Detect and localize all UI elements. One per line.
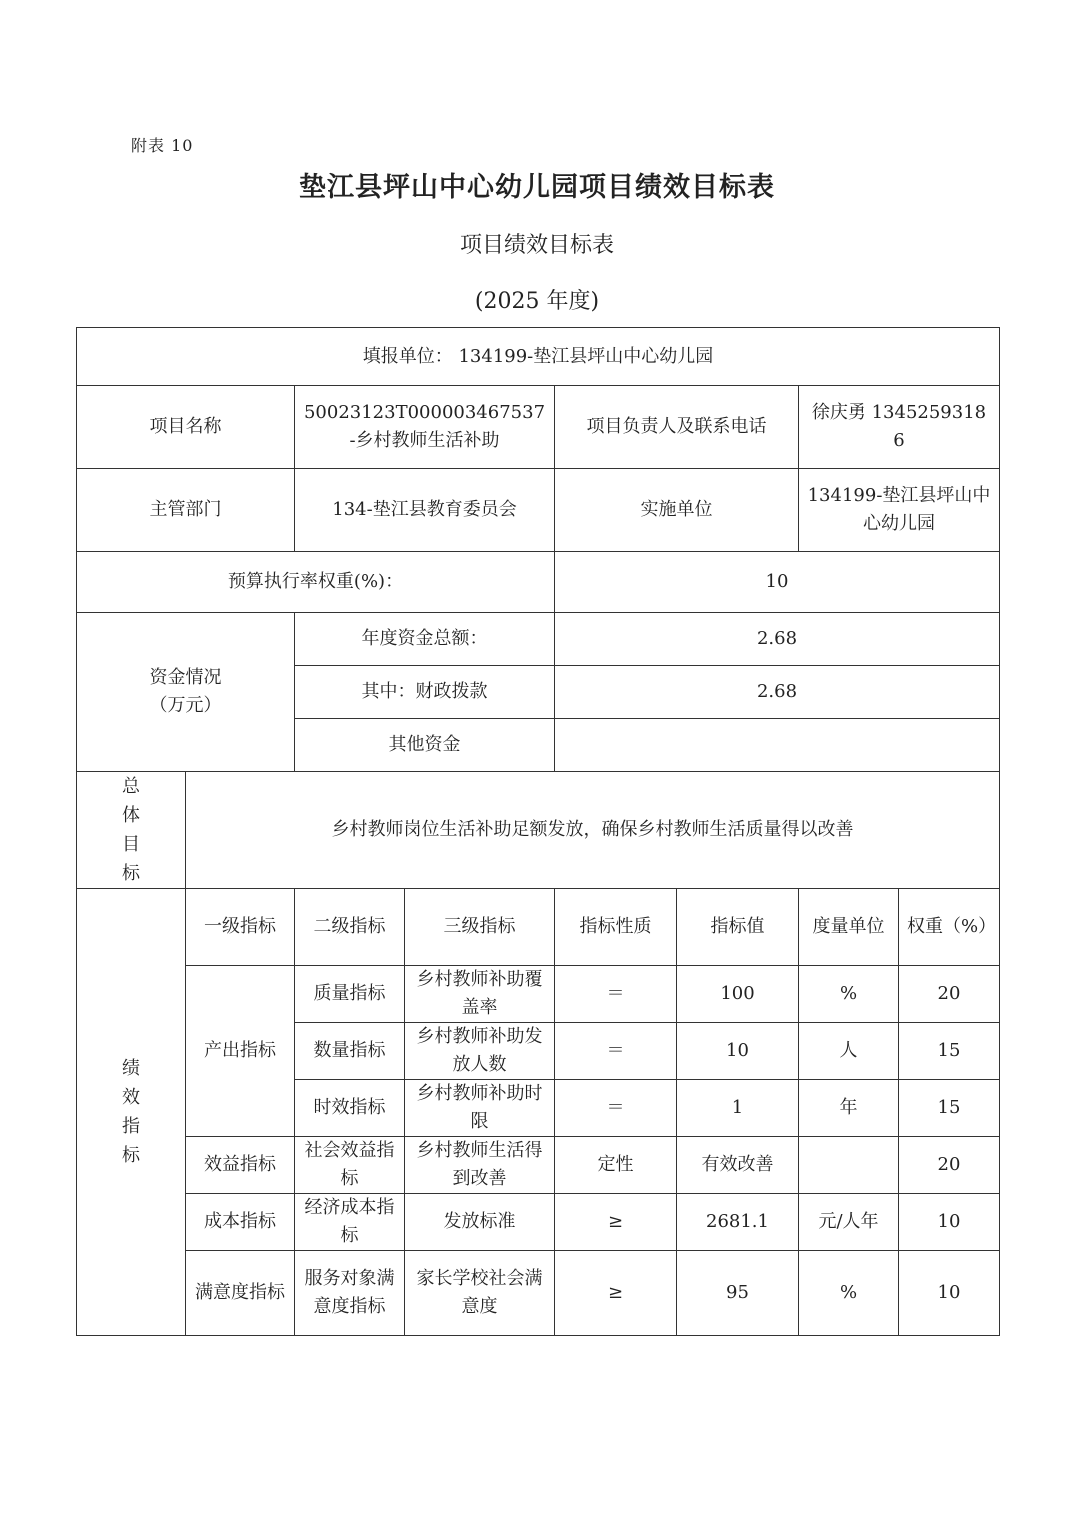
department-label: 主管部门 [77, 469, 295, 552]
level2-cell: 经济成本指标 [295, 1194, 405, 1251]
funds-total-label: 年度资金总额： [295, 613, 555, 666]
project-owner-value: 徐庆勇 13452593186 [799, 386, 1000, 469]
document-title: 垫江县坪山中心幼儿园项目绩效目标表 [299, 172, 775, 203]
funds-other-value [555, 719, 1000, 772]
output-indicator-label: 产出指标 [186, 966, 295, 1137]
table-row [77, 1137, 1000, 1194]
funds-fiscal-value: 2.68 [555, 666, 1000, 719]
department-row [77, 469, 1000, 552]
value-cell: 有效改善 [677, 1137, 799, 1194]
nature-cell: ＝ [555, 1023, 677, 1080]
header-value: 指标值 [677, 889, 799, 966]
budget-rate-label: 预算执行率权重(%)： [77, 552, 555, 613]
appendix-label: 附表 10 [131, 136, 194, 155]
table-row [77, 1194, 1000, 1251]
header-level1: 一级指标 [186, 889, 295, 966]
funds-fiscal-label: 其中：财政拨款 [295, 666, 555, 719]
nature-cell: 定性 [555, 1137, 677, 1194]
funds-label-line1: 资金情况 [149, 667, 222, 688]
value-cell: 100 [677, 966, 799, 1023]
document-subtitle: 项目绩效目标表 [459, 233, 614, 258]
weight-cell: 20 [899, 1137, 1000, 1194]
overall-goal-text: 乡村教师岗位生活补助足额发放，确保乡村教师生活质量得以改善 [186, 772, 1000, 889]
reporting-unit-row [77, 328, 1000, 386]
level2-cell: 社会效益指标 [295, 1137, 405, 1194]
level3-cell: 乡村教师补助时限 [405, 1080, 555, 1137]
level3-cell: 发放标准 [405, 1194, 555, 1251]
level1-cell: 效益指标 [186, 1137, 295, 1194]
header-level3: 三级指标 [405, 889, 555, 966]
project-name-row [77, 386, 1000, 469]
unit-cell: % [799, 1251, 899, 1336]
header-level2: 二级指标 [295, 889, 405, 966]
overall-goal-row [77, 772, 1000, 889]
level3-cell: 乡村教师补助发放人数 [405, 1023, 555, 1080]
value-cell: 1 [677, 1080, 799, 1137]
indicators-label-char: 指 [122, 1116, 140, 1137]
project-name-label: 项目名称 [77, 386, 295, 469]
implementing-unit-label: 实施单位 [555, 469, 799, 552]
value-cell: 2681.1 [677, 1194, 799, 1251]
nature-cell: ＝ [555, 1080, 677, 1137]
indicators-label-char: 标 [122, 1145, 140, 1166]
weight-cell: 15 [899, 1023, 1000, 1080]
performance-table [76, 327, 1000, 1336]
level1-cell: 满意度指标 [186, 1251, 295, 1336]
level2-cell: 数量指标 [295, 1023, 405, 1080]
budget-rate-value: 10 [555, 552, 1000, 613]
unit-cell: % [799, 966, 899, 1023]
table-row [77, 1251, 1000, 1336]
department-value: 134-垫江县教育委员会 [295, 469, 555, 552]
performance-indicators-label [77, 889, 186, 1336]
goal-label-char: 目 [122, 834, 140, 855]
indicators-label-char: 效 [122, 1087, 140, 1108]
level2-cell: 服务对象满意度指标 [295, 1251, 405, 1336]
header-nature: 指标性质 [555, 889, 677, 966]
funds-other-label: 其他资金 [295, 719, 555, 772]
reporting-unit: 填报单位： 134199-垫江县坪山中心幼儿园 [77, 328, 1000, 386]
weight-cell: 10 [899, 1251, 1000, 1336]
unit-cell: 元/人年 [799, 1194, 899, 1251]
weight-cell: 15 [899, 1080, 1000, 1137]
project-owner-label: 项目负责人及联系电话 [555, 386, 799, 469]
nature-cell: ≥ [555, 1194, 677, 1251]
indicators-label-char: 绩 [122, 1058, 140, 1079]
unit-cell: 人 [799, 1023, 899, 1080]
goal-label-char: 总 [122, 776, 140, 797]
weight-cell: 20 [899, 966, 1000, 1023]
level2-cell: 时效指标 [295, 1080, 405, 1137]
level2-cell: 质量指标 [295, 966, 405, 1023]
header-unit: 度量单位 [799, 889, 899, 966]
value-cell: 95 [677, 1251, 799, 1336]
project-name-value: 50023123T000003467537-乡村教师生活补助 [295, 386, 555, 469]
nature-cell: ≥ [555, 1251, 677, 1336]
funds-total-value: 2.68 [555, 613, 1000, 666]
weight-cell: 10 [899, 1194, 1000, 1251]
indicator-header-row [77, 889, 1000, 966]
funds-label-line2: （万元） [149, 695, 222, 716]
implementing-unit-value: 134199-垫江县坪山中心幼儿园 [799, 469, 1000, 552]
level3-cell: 乡村教师生活得到改善 [405, 1137, 555, 1194]
header-weight: 权重（%） [899, 889, 1000, 966]
level1-cell: 成本指标 [186, 1194, 295, 1251]
nature-cell: ＝ [555, 966, 677, 1023]
funds-total-row [77, 613, 1000, 666]
table-row [77, 966, 1000, 1023]
unit-cell: 年 [799, 1080, 899, 1137]
unit-cell [799, 1137, 899, 1194]
level3-cell: 家长学校社会满意度 [405, 1251, 555, 1336]
value-cell: 10 [677, 1023, 799, 1080]
level3-cell: 乡村教师补助覆盖率 [405, 966, 555, 1023]
goal-label-char: 标 [122, 863, 140, 884]
budget-rate-row [77, 552, 1000, 613]
overall-goal-label [77, 772, 186, 889]
funds-label [77, 613, 295, 772]
goal-label-char: 体 [122, 805, 140, 826]
document-year: (2025 年度) [474, 289, 600, 314]
